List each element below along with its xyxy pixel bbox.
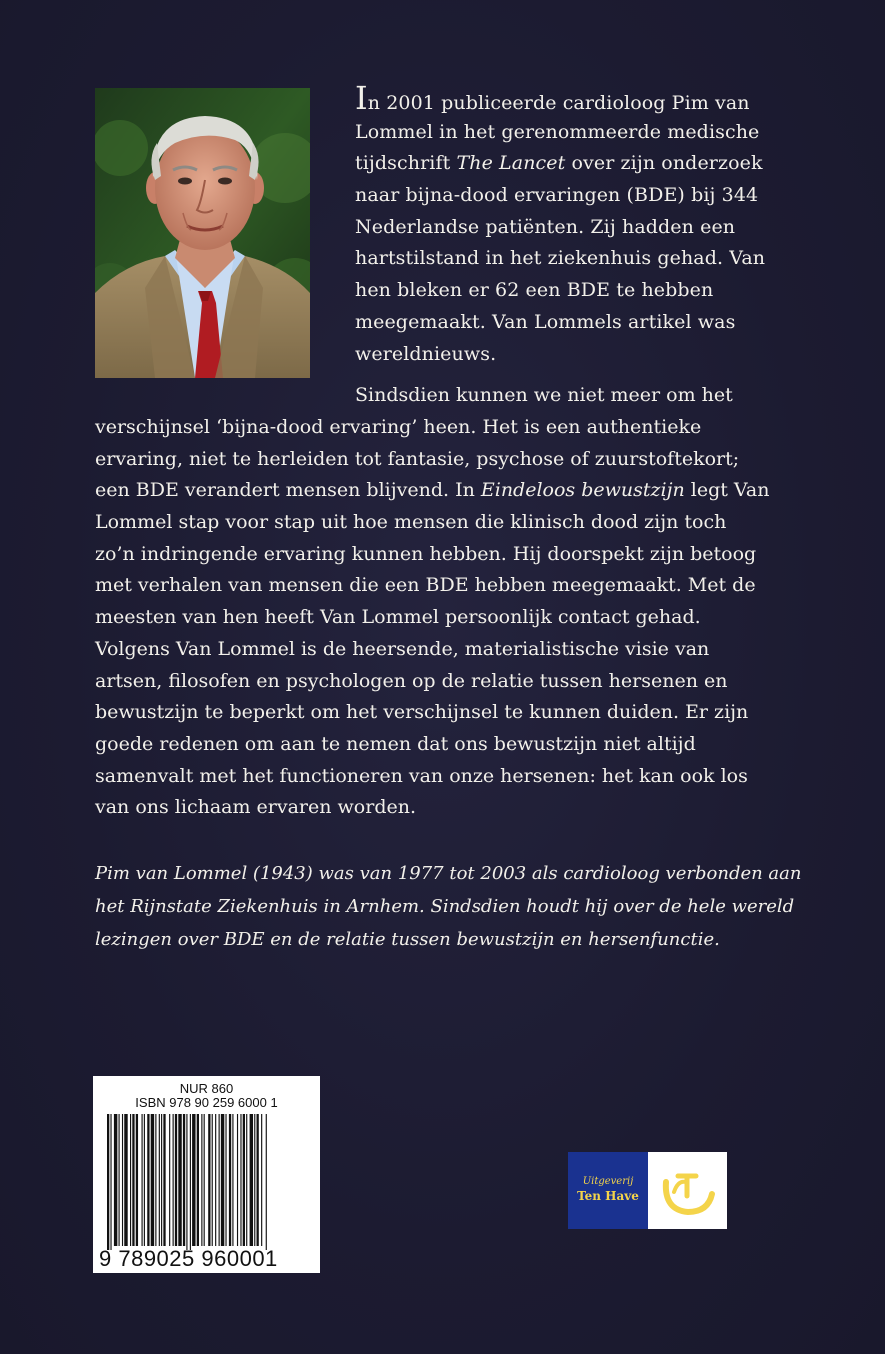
barcode-bar: [254, 1114, 255, 1246]
publisher-name-panel: [568, 1152, 648, 1229]
barcode-bar: [257, 1114, 259, 1246]
barcode-bar: [173, 1114, 174, 1246]
intro-line: In 2001 publiceerde cardioloog Pim van: [355, 79, 750, 117]
intro-line: wereldnieuws.: [355, 342, 497, 365]
intro-line: hen bleken er 62 een BDE te hebben: [355, 279, 714, 302]
barcode-bar: [250, 1114, 253, 1246]
intro-line: tijdschrift The Lancet over zijn onderzoek: [355, 152, 763, 175]
bio-line: Pim van Lommel (1943) was van 1977 tot 2003 als cardioloog verbonden aan: [95, 863, 802, 884]
body-paragraph: [95, 412, 795, 824]
bio-line: het Rijnstate Ziekenhuis in Arnhem. Sindsdien houdt hij over de hele wereld: [95, 896, 795, 917]
publisher-logo: [568, 1152, 727, 1229]
publisher-name: Ten Have: [577, 1189, 639, 1203]
intro-paragraph: [355, 79, 795, 370]
body-line: artsen, filosofen en psychologen op de relatie tussen hersenen en: [95, 669, 728, 692]
barcode-bar: [192, 1114, 195, 1246]
body-line: met verhalen van mensen die een BDE hebben meegemaakt. Met de: [95, 574, 756, 597]
barcode-bar: [212, 1114, 213, 1246]
barcode-bar: [124, 1114, 127, 1246]
barcode-bar: [183, 1114, 185, 1246]
author-portrait-icon: [95, 88, 310, 378]
barcode-bar: [240, 1114, 241, 1246]
barcode-bar: [229, 1114, 231, 1246]
barcode-bar: [142, 1114, 143, 1246]
body-line: Lommel stap voor stap uit hoe mensen die klinisch dood zijn toch: [95, 511, 727, 534]
publisher-mark-panel: [648, 1152, 727, 1229]
barcode-bar: [122, 1114, 123, 1246]
barcode-bar: [204, 1114, 205, 1246]
book-title: Eindeloos bewustzijn: [480, 479, 685, 502]
barcode-bar: [246, 1114, 247, 1246]
bio-line: lezingen over BDE en de relatie tussen bewustzijn en hersenfunctie.: [95, 929, 720, 950]
author-bio: [95, 857, 802, 956]
barcode-bar: [243, 1114, 245, 1246]
publisher-label: Uitgeverij: [582, 1176, 634, 1187]
body-line: samenvalt met het functioneren van onze hersenen: het kan ook los: [95, 764, 748, 787]
barcode-bar: [161, 1114, 162, 1246]
barcode-bar: [225, 1114, 226, 1246]
barcode-bar: [208, 1114, 210, 1246]
drop-cap: I: [355, 79, 368, 117]
barcode-bar: [130, 1114, 131, 1246]
barcode-bar: [190, 1114, 191, 1250]
barcode-bar: [201, 1114, 202, 1246]
body-first-line: [355, 380, 795, 412]
intro-line: meegemaakt. Van Lommels artikel was: [355, 310, 736, 333]
barcode-bar: [144, 1114, 145, 1246]
intro-line: Nederlandse patiënten. Zij hadden een: [355, 215, 736, 238]
barcode-bar: [219, 1114, 220, 1246]
barcode-bar: [155, 1114, 156, 1246]
barcode-bar: [237, 1114, 238, 1246]
journal-title: The Lancet: [456, 152, 566, 175]
body-line: meesten van hen heeft Van Lommel persoonlijk contact gehad.: [95, 606, 701, 629]
barcode-bar: [215, 1114, 216, 1246]
nur-code: NUR 860: [179, 1081, 234, 1096]
intro-line: hartstilstand in het ziekenhuis gehad. Van: [355, 247, 766, 270]
body-line: ervaring, niet te herleiden tot fantasie, psychose of zuurstoftekort;: [95, 447, 740, 470]
isbn-barcode: [93, 1076, 320, 1273]
barcode-bar: [151, 1114, 154, 1246]
body-line: zo’n indringende ervaring kunnen hebben. Hij doorspekt zijn betoog: [95, 542, 757, 565]
barcode-bar: [197, 1114, 199, 1246]
barcode-bar: [114, 1114, 117, 1246]
ten-have-logo-icon: [648, 1152, 727, 1229]
barcode-bar: [232, 1114, 233, 1246]
body-line: van ons lichaam ervaren worden.: [95, 796, 417, 819]
barcode-bar: [221, 1114, 224, 1246]
body-line: Sindsdien kunnen we niet meer om het: [355, 384, 733, 406]
barcode-bar: [186, 1114, 187, 1250]
barcode-bar: [132, 1114, 134, 1246]
barcode-bar: [119, 1114, 120, 1246]
body-line: bewustzijn te beperkt om het verschijnsel te kunnen duiden. Er zijn: [95, 701, 749, 724]
barcode-digits: 9 789025 960001: [99, 1246, 278, 1271]
isbn-number: ISBN 978 90 259 6000 1: [135, 1095, 278, 1110]
barcode-bar: [169, 1114, 170, 1246]
barcode-bar: [178, 1114, 181, 1246]
barcode-bar: [159, 1114, 160, 1246]
body-line: Volgens Van Lommel is de heersende, materialistische visie van: [95, 637, 710, 660]
body-line: verschijnsel ‘bijna-dood ervaring’ heen. Het is een authentieke: [95, 416, 702, 438]
intro-line: naar bijna-dood ervaringen (BDE) bij 344: [355, 184, 759, 207]
barcode-bar: [175, 1114, 177, 1246]
barcode-bar: [147, 1114, 149, 1246]
barcode-bar: [136, 1114, 138, 1246]
body-line: goede redenen om aan te nemen dat ons bewustzijn niet altijd: [95, 732, 696, 755]
barcode-bar: [163, 1114, 165, 1246]
barcode-bar: [266, 1114, 267, 1250]
barcode-bar: [110, 1114, 111, 1250]
author-photo: [95, 88, 310, 378]
intro-line: Lommel in het gerenommeerde medische: [355, 120, 760, 143]
body-line: een BDE verandert mensen blijvend. In Eindeloos bewustzijn legt Van: [95, 479, 770, 502]
barcode-bar: [107, 1114, 109, 1250]
barcode-bars-icon: [93, 1110, 320, 1250]
barcode-bar: [261, 1114, 262, 1246]
